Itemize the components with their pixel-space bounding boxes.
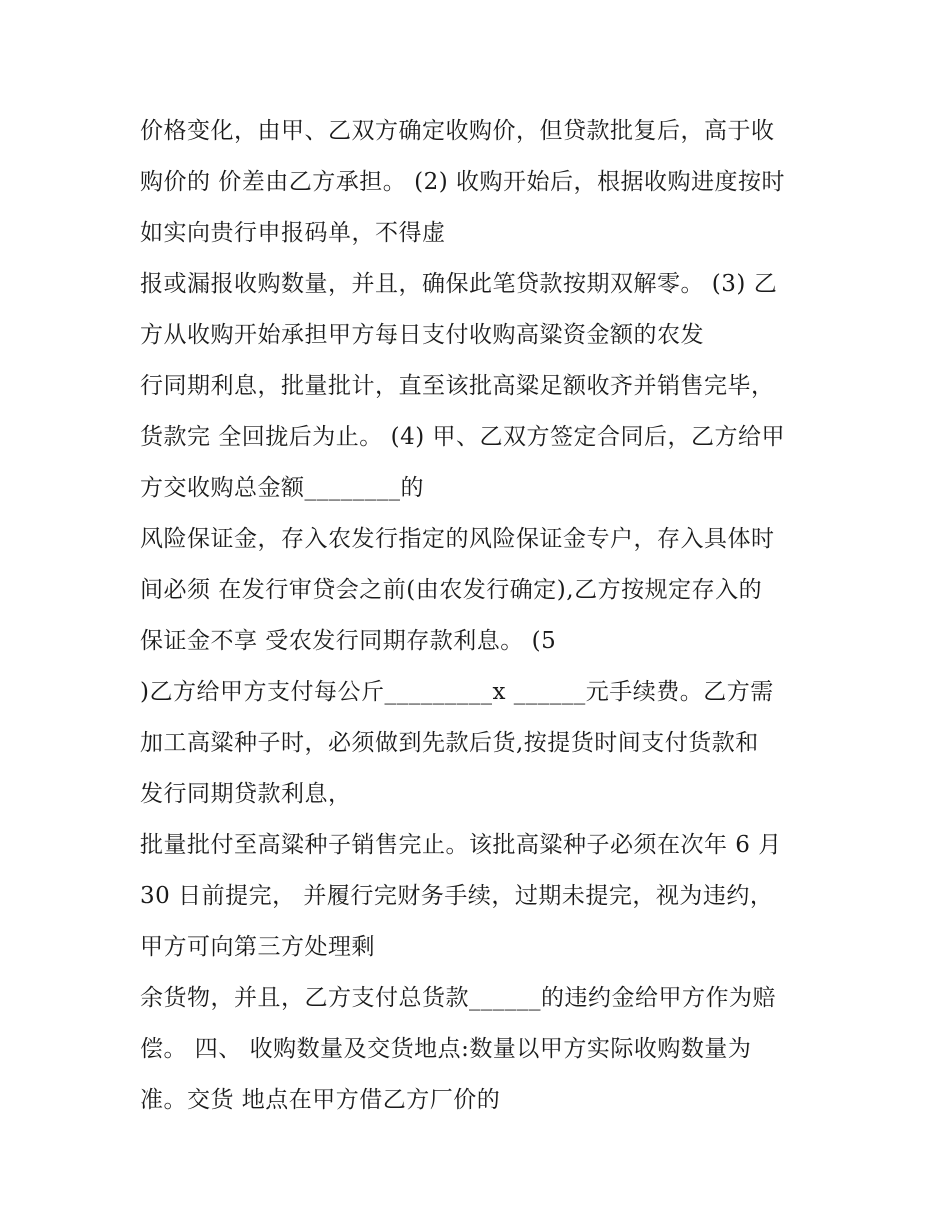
text-line: 报或漏报收购数量，并且，确保此笔贷款按期双解零。 (3) 乙 [140,271,778,297]
text-line: 货款完 全回拢后为止。 (4) 甲、乙双方签定合同后，乙方给甲 [140,424,786,450]
text-line: 发行同期贷款利息， [140,781,352,807]
text-line: 如实向贵行申报码单，不得虚 [140,220,446,246]
text-line: 价格变化，由甲、乙双方确定收购价，但贷款批复后，高于收 [140,118,775,144]
text-line: 准。交货 地点在甲方借乙方厂价的 [140,1087,501,1113]
text-line: 方交收购总金额________的 [140,475,424,501]
text-line: 保证金不享 受农发行同期存款利息。 (5 [140,628,557,654]
text-line: 间必须 在发行审贷会之前(由农发行确定),乙方按规定存入的 [140,577,763,603]
text-line: 偿。 四、 收购数量及交货地点:数量以甲方实际收购数量为 [140,1036,752,1062]
text-line: 余货物，并且，乙方支付总货款______的违约金给甲方作为赔 [140,985,776,1011]
text-line: 甲方可向第三方处理剩 [140,934,375,960]
text-line: )乙方给甲方支付每公斤_________x ______元手续费。乙方需 [140,679,774,705]
text-line: 批量批付至高粱种子销售完止。该批高粱种子必须在次年 6 月 [140,832,782,858]
text-line: 方从收购开始承担甲方每日支付收购高粱资金额的农发 [140,322,704,348]
text-line: 风险保证金，存入农发行指定的风险保证金专户，存入具体时 [140,526,775,552]
text-line: 购价的 价差由乙方承担。 (2) 收购开始后，根据收购进度按时 [140,169,786,195]
text-line: 行同期利息，批量批计，直至该批高粱足额收齐并销售完毕， [140,373,775,399]
text-line: 30 日前提完， 并履行完财务手续，过期未提完，视为违约， [140,883,774,909]
contract-body-text [140,106,830,1126]
text-line: 加工高粱种子时，必须做到先款后货,按提货时间支付货款和 [140,730,759,756]
